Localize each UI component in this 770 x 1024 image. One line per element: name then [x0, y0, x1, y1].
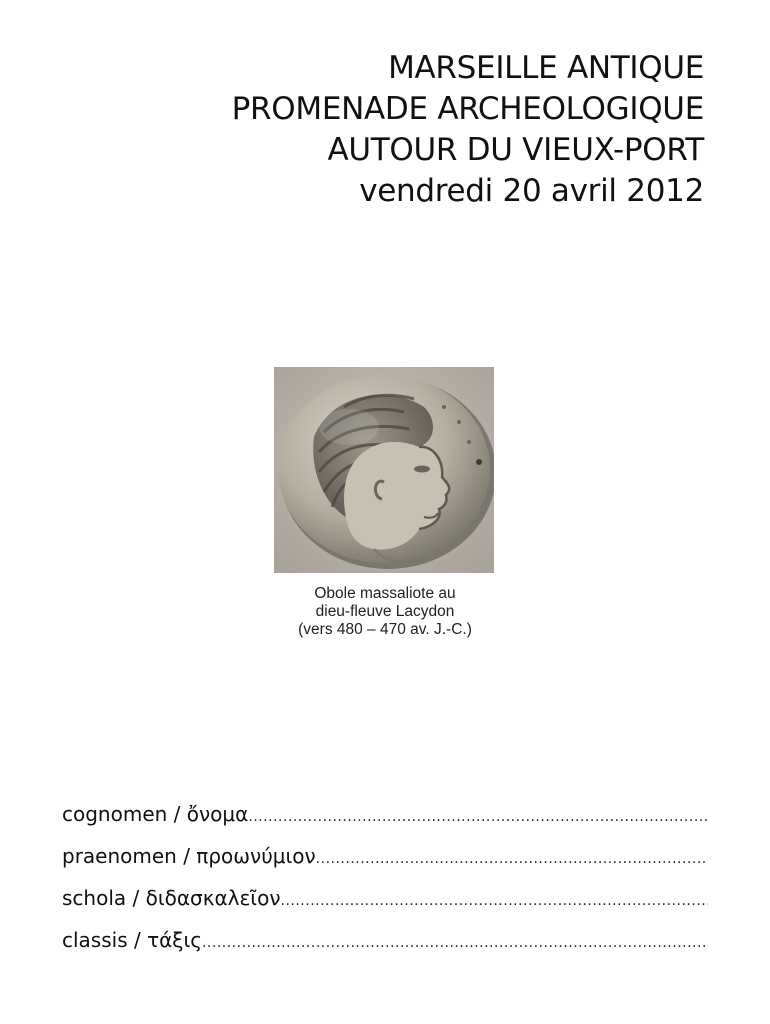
page-title	[232, 48, 704, 212]
title-line-3: AUTOUR DU VIEUX-PORT	[327, 132, 704, 168]
form-row-praenomen[interactable]	[62, 844, 708, 886]
form-label-schola: schola / διδασκαλεῖον	[62, 886, 281, 910]
form-label-cognomen: cognomen / ὄνομα	[62, 802, 249, 826]
fill-in-line[interactable]	[248, 809, 708, 825]
fill-in-line[interactable]	[281, 893, 709, 909]
student-form	[62, 802, 708, 970]
caption-line-2: dieu-fleuve Lacydon	[315, 603, 455, 620]
coin-photo	[274, 367, 494, 573]
form-label-praenomen: praenomen / προωνύμιον	[62, 844, 316, 868]
title-date: vendredi 20 avril 2012	[359, 173, 704, 209]
form-row-cognomen[interactable]	[62, 802, 708, 844]
form-row-classis[interactable]	[62, 928, 708, 970]
caption-line-3: (vers 480 – 470 av. J.-C.)	[298, 621, 472, 638]
fill-in-line[interactable]	[202, 935, 708, 951]
fill-in-line[interactable]	[316, 851, 708, 867]
form-row-schola[interactable]	[62, 886, 708, 928]
form-label-classis: classis / τάξις	[62, 928, 202, 952]
image-caption	[250, 585, 520, 639]
title-line-2: PROMENADE ARCHEOLOGIQUE	[231, 91, 704, 127]
caption-line-1: Obole massaliote au	[314, 585, 456, 602]
title-line-1: MARSEILLE ANTIQUE	[388, 50, 704, 86]
